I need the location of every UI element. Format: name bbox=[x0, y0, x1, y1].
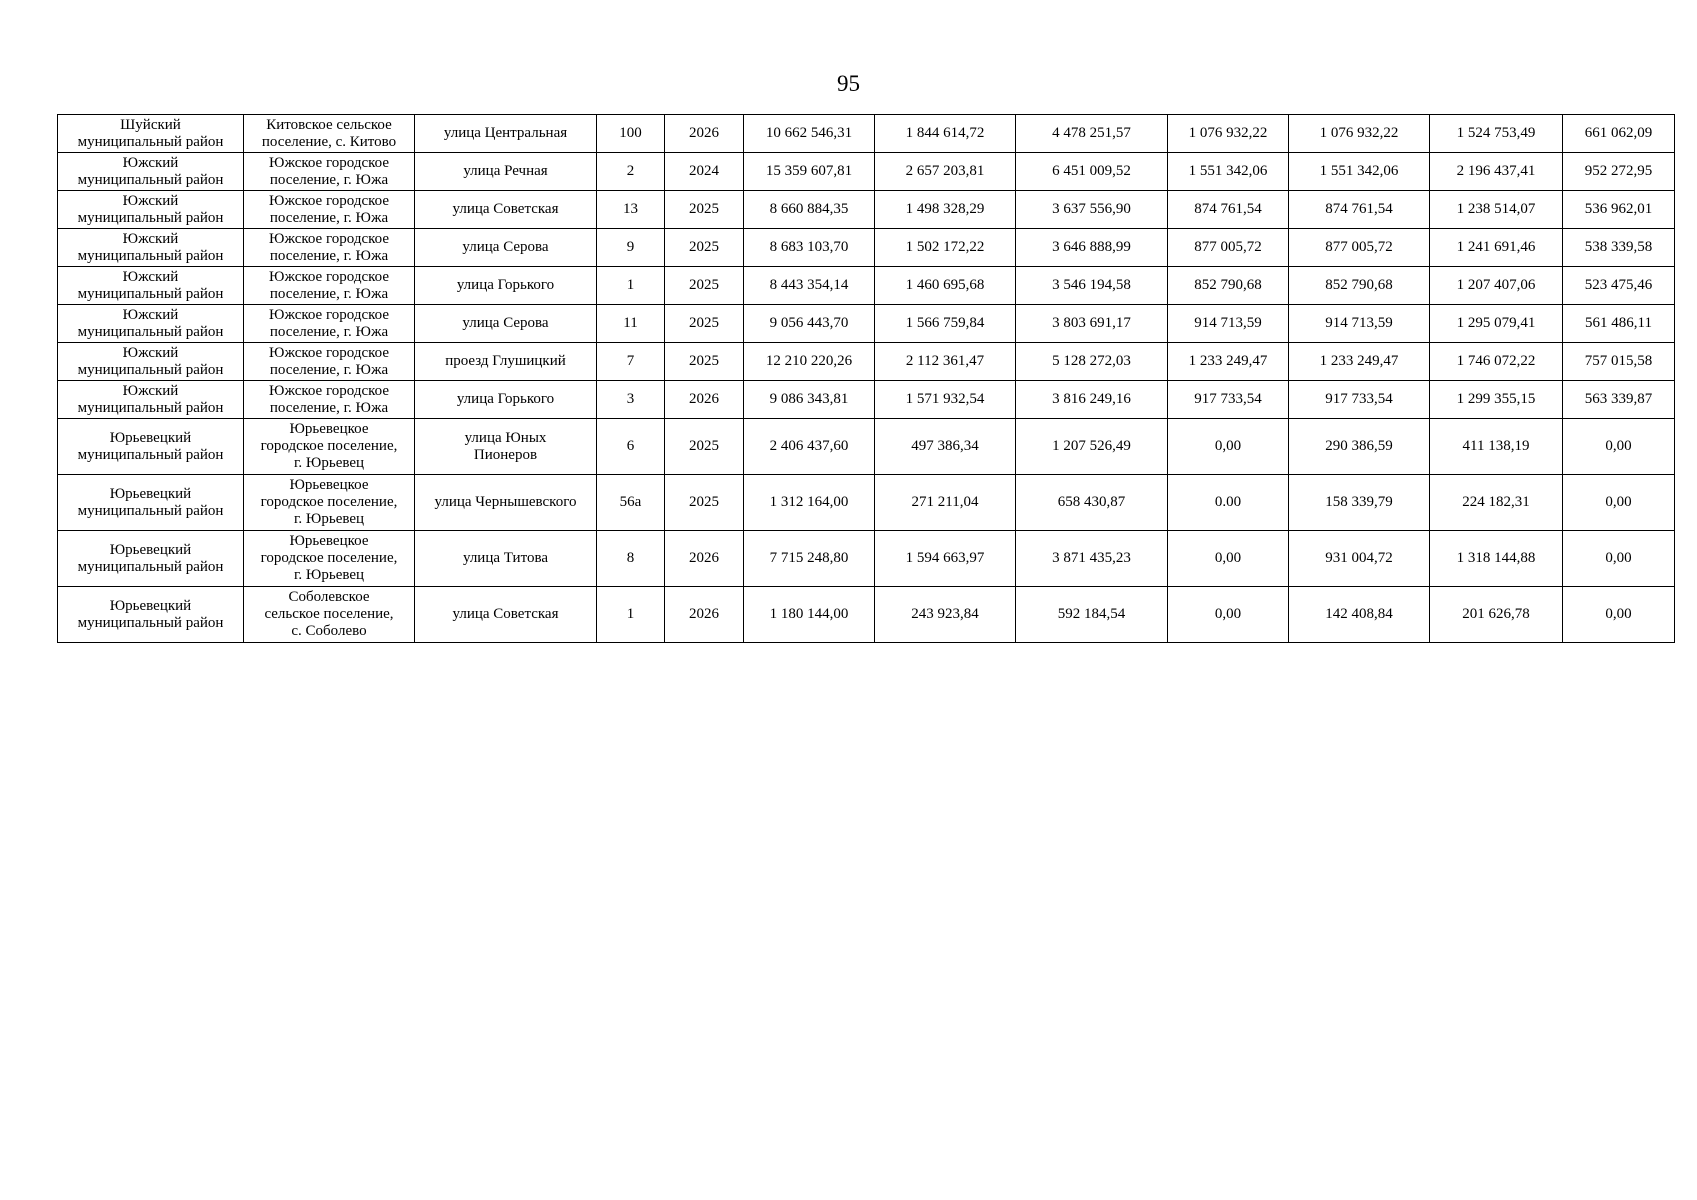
cell-district: Южский муниципальный район bbox=[58, 305, 244, 343]
cell-value-7: 757 015,58 bbox=[1563, 343, 1675, 381]
cell-house-number: 7 bbox=[597, 343, 665, 381]
table-row bbox=[58, 475, 1675, 531]
cell-value-1: 10 662 546,31 bbox=[744, 115, 875, 153]
cell-street: улица Советская bbox=[415, 191, 597, 229]
cell-value-2: 1 460 695,68 bbox=[875, 267, 1016, 305]
cell-district: Шуйский муниципальный район bbox=[58, 115, 244, 153]
cell-street: улица Советская bbox=[415, 587, 597, 643]
cell-settlement: Южское городское поселение, г. Южа bbox=[244, 305, 415, 343]
cell-value-7: 0,00 bbox=[1563, 587, 1675, 643]
cell-settlement: Южское городское поселение, г. Южа bbox=[244, 343, 415, 381]
cell-district: Южский муниципальный район bbox=[58, 267, 244, 305]
cell-street: улица Юных Пионеров bbox=[415, 419, 597, 475]
cell-value-3: 658 430,87 bbox=[1016, 475, 1168, 531]
cell-value-4: 0,00 bbox=[1168, 419, 1289, 475]
cell-value-7: 538 339,58 bbox=[1563, 229, 1675, 267]
cell-year: 2025 bbox=[665, 305, 744, 343]
cell-value-2: 271 211,04 bbox=[875, 475, 1016, 531]
cell-year: 2026 bbox=[665, 381, 744, 419]
table-row bbox=[58, 419, 1675, 475]
cell-year: 2025 bbox=[665, 267, 744, 305]
cell-value-7: 0,00 bbox=[1563, 419, 1675, 475]
cell-value-7: 0,00 bbox=[1563, 531, 1675, 587]
cell-value-5: 931 004,72 bbox=[1289, 531, 1430, 587]
table-row bbox=[58, 343, 1675, 381]
cell-value-1: 8 683 103,70 bbox=[744, 229, 875, 267]
cell-year: 2026 bbox=[665, 115, 744, 153]
cell-value-2: 243 923,84 bbox=[875, 587, 1016, 643]
cell-value-1: 9 056 443,70 bbox=[744, 305, 875, 343]
cell-value-2: 497 386,34 bbox=[875, 419, 1016, 475]
cell-street: улица Серова bbox=[415, 305, 597, 343]
cell-street: улица Центральная bbox=[415, 115, 597, 153]
cell-district: Юрьевецкий муниципальный район bbox=[58, 419, 244, 475]
cell-value-5: 852 790,68 bbox=[1289, 267, 1430, 305]
table-row bbox=[58, 531, 1675, 587]
cell-value-6: 1 207 407,06 bbox=[1430, 267, 1563, 305]
cell-value-5: 1 233 249,47 bbox=[1289, 343, 1430, 381]
cell-value-6: 411 138,19 bbox=[1430, 419, 1563, 475]
cell-value-4: 874 761,54 bbox=[1168, 191, 1289, 229]
cell-value-1: 15 359 607,81 bbox=[744, 153, 875, 191]
cell-value-3: 5 128 272,03 bbox=[1016, 343, 1168, 381]
cell-settlement: Китовское сельское поселение, с. Китово bbox=[244, 115, 415, 153]
cell-street: улица Горького bbox=[415, 381, 597, 419]
cell-value-2: 1 498 328,29 bbox=[875, 191, 1016, 229]
cell-value-5: 917 733,54 bbox=[1289, 381, 1430, 419]
cell-value-1: 2 406 437,60 bbox=[744, 419, 875, 475]
cell-value-5: 874 761,54 bbox=[1289, 191, 1430, 229]
cell-value-1: 9 086 343,81 bbox=[744, 381, 875, 419]
cell-street: улица Титова bbox=[415, 531, 597, 587]
cell-year: 2024 bbox=[665, 153, 744, 191]
cell-value-5: 142 408,84 bbox=[1289, 587, 1430, 643]
cell-value-4: 0,00 bbox=[1168, 587, 1289, 643]
cell-value-4: 917 733,54 bbox=[1168, 381, 1289, 419]
cell-value-5: 1 076 932,22 bbox=[1289, 115, 1430, 153]
cell-value-3: 3 546 194,58 bbox=[1016, 267, 1168, 305]
cell-value-7: 536 962,01 bbox=[1563, 191, 1675, 229]
cell-value-6: 1 241 691,46 bbox=[1430, 229, 1563, 267]
cell-value-2: 1 502 172,22 bbox=[875, 229, 1016, 267]
cell-year: 2025 bbox=[665, 229, 744, 267]
table-row bbox=[58, 153, 1675, 191]
table-row bbox=[58, 305, 1675, 343]
cell-value-4: 0,00 bbox=[1168, 531, 1289, 587]
cell-value-4: 1 233 249,47 bbox=[1168, 343, 1289, 381]
cell-district: Южский муниципальный район bbox=[58, 191, 244, 229]
cell-year: 2026 bbox=[665, 587, 744, 643]
cell-value-3: 4 478 251,57 bbox=[1016, 115, 1168, 153]
cell-house-number: 2 bbox=[597, 153, 665, 191]
cell-value-5: 158 339,79 bbox=[1289, 475, 1430, 531]
cell-settlement: Юрьевецкое городское поселение, г. Юрьевец bbox=[244, 531, 415, 587]
cell-house-number: 11 bbox=[597, 305, 665, 343]
cell-settlement: Южское городское поселение, г. Южа bbox=[244, 267, 415, 305]
cell-house-number: 56а bbox=[597, 475, 665, 531]
cell-house-number: 6 bbox=[597, 419, 665, 475]
cell-house-number: 1 bbox=[597, 587, 665, 643]
cell-street: улица Чернышевского bbox=[415, 475, 597, 531]
cell-value-1: 12 210 220,26 bbox=[744, 343, 875, 381]
cell-value-2: 1 594 663,97 bbox=[875, 531, 1016, 587]
cell-value-6: 1 318 144,88 bbox=[1430, 531, 1563, 587]
cell-year: 2025 bbox=[665, 419, 744, 475]
cell-value-6: 224 182,31 bbox=[1430, 475, 1563, 531]
cell-value-5: 914 713,59 bbox=[1289, 305, 1430, 343]
cell-value-3: 3 646 888,99 bbox=[1016, 229, 1168, 267]
cell-value-6: 1 746 072,22 bbox=[1430, 343, 1563, 381]
cell-value-3: 1 207 526,49 bbox=[1016, 419, 1168, 475]
page-number: 95 bbox=[837, 71, 860, 96]
cell-value-3: 3 637 556,90 bbox=[1016, 191, 1168, 229]
table-row bbox=[58, 115, 1675, 153]
cell-value-4: 1 551 342,06 bbox=[1168, 153, 1289, 191]
cell-value-2: 1 566 759,84 bbox=[875, 305, 1016, 343]
cell-street: улица Серова bbox=[415, 229, 597, 267]
cell-value-1: 7 715 248,80 bbox=[744, 531, 875, 587]
cell-street: проезд Глушицкий bbox=[415, 343, 597, 381]
cell-value-3: 592 184,54 bbox=[1016, 587, 1168, 643]
cell-value-3: 3 816 249,16 bbox=[1016, 381, 1168, 419]
cell-value-3: 6 451 009,52 bbox=[1016, 153, 1168, 191]
cell-house-number: 9 bbox=[597, 229, 665, 267]
cell-district: Южский муниципальный район bbox=[58, 381, 244, 419]
table-row bbox=[58, 229, 1675, 267]
cell-value-3: 3 871 435,23 bbox=[1016, 531, 1168, 587]
cell-settlement: Южское городское поселение, г. Южа bbox=[244, 229, 415, 267]
cell-year: 2026 bbox=[665, 531, 744, 587]
cell-value-7: 523 475,46 bbox=[1563, 267, 1675, 305]
cell-settlement: Южское городское поселение, г. Южа bbox=[244, 191, 415, 229]
cell-value-4: 0.00 bbox=[1168, 475, 1289, 531]
cell-value-7: 952 272,95 bbox=[1563, 153, 1675, 191]
cell-value-4: 1 076 932,22 bbox=[1168, 115, 1289, 153]
cell-district: Юрьевецкий муниципальный район bbox=[58, 475, 244, 531]
cell-street: улица Речная bbox=[415, 153, 597, 191]
data-table bbox=[57, 114, 1675, 643]
cell-value-6: 201 626,78 bbox=[1430, 587, 1563, 643]
cell-district: Юрьевецкий муниципальный район bbox=[58, 531, 244, 587]
cell-district: Юрьевецкий муниципальный район bbox=[58, 587, 244, 643]
cell-settlement: Соболевское сельское поселение, с. Соболево bbox=[244, 587, 415, 643]
cell-settlement: Южское городское поселение, г. Южа bbox=[244, 381, 415, 419]
cell-value-1: 1 312 164,00 bbox=[744, 475, 875, 531]
cell-street: улица Горького bbox=[415, 267, 597, 305]
cell-year: 2025 bbox=[665, 475, 744, 531]
cell-house-number: 13 bbox=[597, 191, 665, 229]
cell-house-number: 3 bbox=[597, 381, 665, 419]
cell-value-4: 877 005,72 bbox=[1168, 229, 1289, 267]
cell-value-7: 0,00 bbox=[1563, 475, 1675, 531]
table-row bbox=[58, 587, 1675, 643]
cell-settlement: Юрьевецкое городское поселение, г. Юрьевец bbox=[244, 419, 415, 475]
cell-value-1: 8 443 354,14 bbox=[744, 267, 875, 305]
cell-value-2: 1 844 614,72 bbox=[875, 115, 1016, 153]
cell-value-7: 561 486,11 bbox=[1563, 305, 1675, 343]
cell-value-5: 1 551 342,06 bbox=[1289, 153, 1430, 191]
cell-value-5: 290 386,59 bbox=[1289, 419, 1430, 475]
cell-value-2: 2 112 361,47 bbox=[875, 343, 1016, 381]
table-body bbox=[58, 115, 1675, 643]
cell-value-3: 3 803 691,17 bbox=[1016, 305, 1168, 343]
cell-value-6: 1 238 514,07 bbox=[1430, 191, 1563, 229]
cell-value-7: 563 339,87 bbox=[1563, 381, 1675, 419]
cell-year: 2025 bbox=[665, 191, 744, 229]
cell-value-6: 2 196 437,41 bbox=[1430, 153, 1563, 191]
cell-district: Южский муниципальный район bbox=[58, 343, 244, 381]
cell-house-number: 1 bbox=[597, 267, 665, 305]
cell-value-6: 1 295 079,41 bbox=[1430, 305, 1563, 343]
table-row bbox=[58, 381, 1675, 419]
cell-value-7: 661 062,09 bbox=[1563, 115, 1675, 153]
cell-value-2: 1 571 932,54 bbox=[875, 381, 1016, 419]
cell-value-2: 2 657 203,81 bbox=[875, 153, 1016, 191]
cell-value-1: 1 180 144,00 bbox=[744, 587, 875, 643]
cell-district: Южский муниципальный район bbox=[58, 229, 244, 267]
table-row bbox=[58, 191, 1675, 229]
cell-year: 2025 bbox=[665, 343, 744, 381]
table-row bbox=[58, 267, 1675, 305]
cell-value-4: 914 713,59 bbox=[1168, 305, 1289, 343]
cell-settlement: Юрьевецкое городское поселение, г. Юрьевец bbox=[244, 475, 415, 531]
cell-house-number: 100 bbox=[597, 115, 665, 153]
cell-value-1: 8 660 884,35 bbox=[744, 191, 875, 229]
cell-value-6: 1 524 753,49 bbox=[1430, 115, 1563, 153]
cell-value-4: 852 790,68 bbox=[1168, 267, 1289, 305]
cell-house-number: 8 bbox=[597, 531, 665, 587]
cell-value-6: 1 299 355,15 bbox=[1430, 381, 1563, 419]
cell-district: Южский муниципальный район bbox=[58, 153, 244, 191]
cell-value-5: 877 005,72 bbox=[1289, 229, 1430, 267]
cell-settlement: Южское городское поселение, г. Южа bbox=[244, 153, 415, 191]
